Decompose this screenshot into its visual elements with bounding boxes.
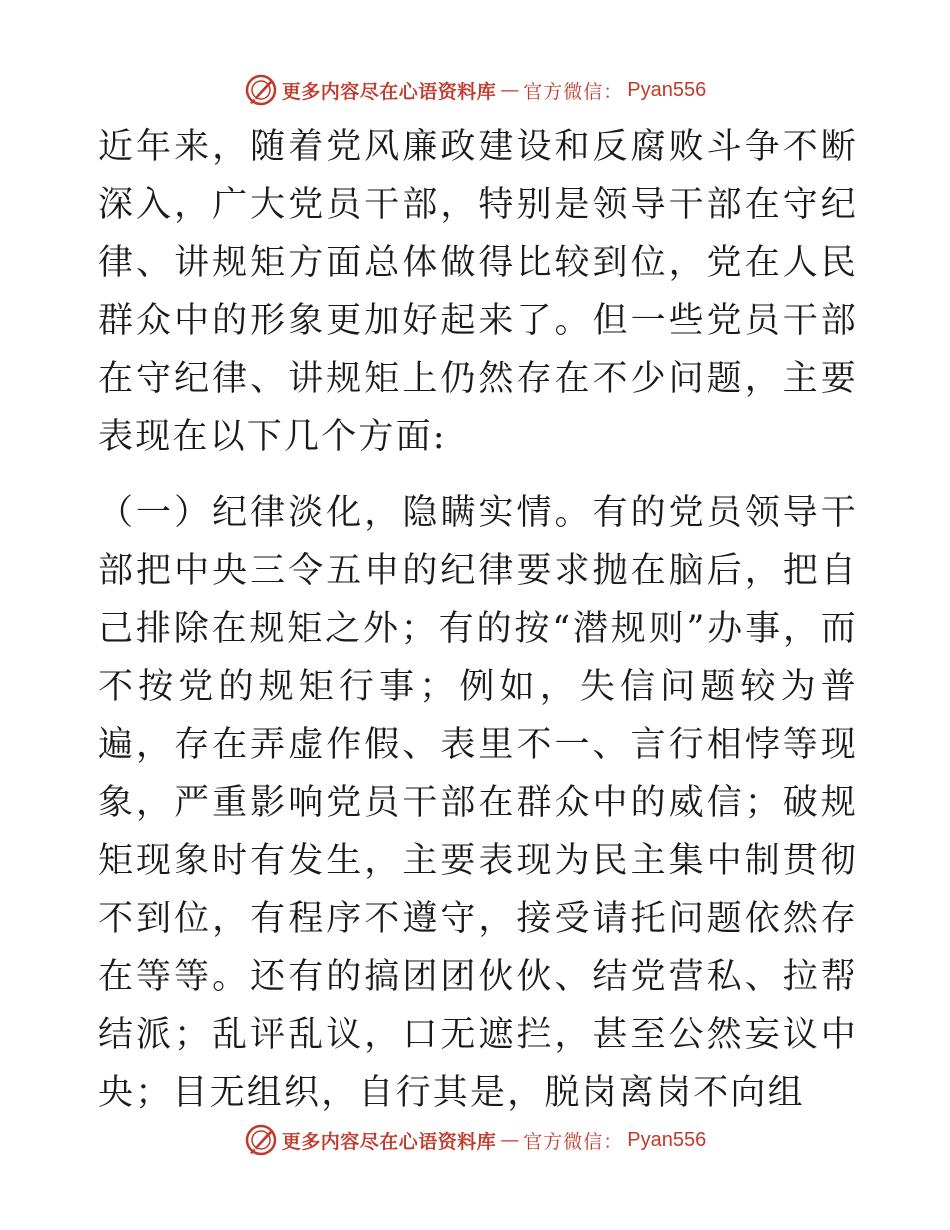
banner-text: 更多内容尽在心语资料库 — [281, 1130, 497, 1153]
pen-logo-icon — [244, 73, 278, 107]
footer-watermark-banner — [0, 1120, 950, 1160]
banner-wechat-label: 官方微信： — [523, 1130, 624, 1153]
banner-wechat-id: Pyan556 — [627, 1128, 707, 1151]
paragraph-discipline: （一）纪律淡化，隐瞒实情。有的党员领导干部把中央三令五申的纪律要求抛在脑后，把自己排除在规矩之外；有的按“潜规则”办事，而不按党的规矩行事；例如，失信问题较为普遍，存在弄虚作假、表里不一、言行相悖等现象，严重影响党员干部在群众中的威信；破规矩现象时有发生，主要表现为民主集中制贯彻不到位，有程序不遵守，接受请托问题依然存在等等。还有的搞团团伙伙、结党营私、拉帮结派；乱评乱议，口无遮拦，甚至公然妄议中央；目无组织，自行其是，脱岗离岗不向组 — [98, 493, 858, 1113]
paragraph-intro: 近年来，随着党风廉政建设和反腐败斗争不断深入，广大党员干部，特别是领导干部在守纪律、讲规矩方面总体做得比较到位，党在人民群众中的形象更加好起来了。但一些党员干部在守纪律、讲规矩上仍然存在不少问题，主要表现在以下几个方面: — [98, 127, 858, 457]
banner-dash: — — [500, 79, 520, 101]
banner-wechat-label: 官方微信： — [523, 80, 624, 103]
document-body — [98, 118, 858, 1122]
banner-dash: — — [500, 1129, 520, 1151]
pen-logo-icon — [244, 1123, 278, 1157]
banner-text: 更多内容尽在心语资料库 — [281, 80, 497, 103]
banner-wechat-id: Pyan556 — [627, 78, 707, 101]
header-watermark-banner — [0, 70, 950, 110]
